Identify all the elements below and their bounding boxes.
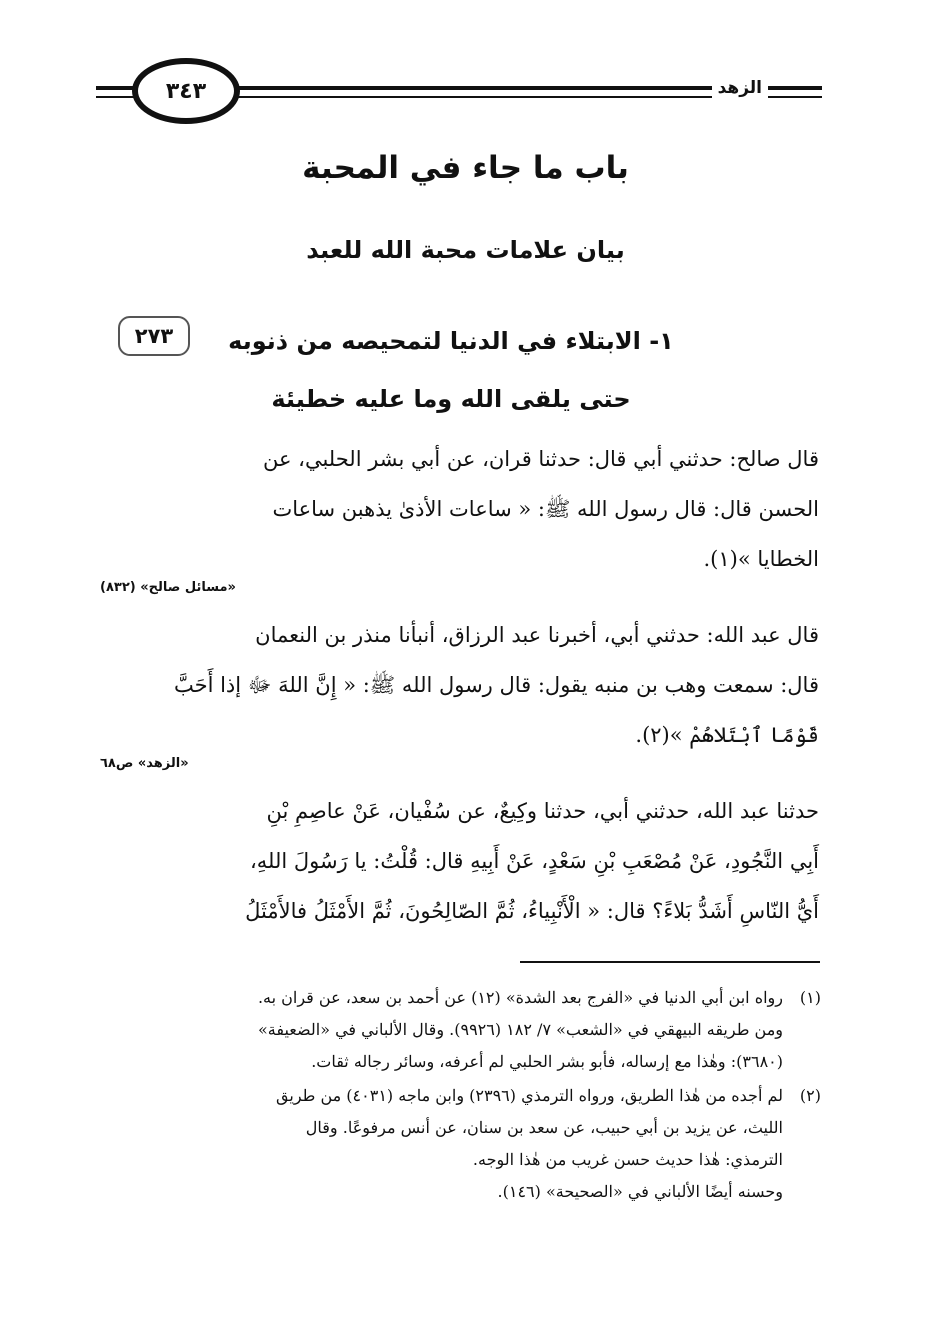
- source-citation: «الزهد» ص٦٨: [100, 756, 189, 771]
- footnotes: [101, 982, 821, 1210]
- hadith-heading: [221, 312, 681, 428]
- footnote-line: رواه ابن أبي الدنيا في «الفرج بعد الشدة» (١٢) عن أحمد بن سعد، عن قران به.: [257, 988, 783, 1007]
- hadith-heading-line: ١- الابتلاء في الدنيا لتمحيصه من ذنوبه: [228, 327, 674, 355]
- footnote-separator: [520, 961, 820, 963]
- paragraph-line: قال: سمعت وهب بن منبه يقول: قال رسول الله ﷺ: « إِنَّ اللهَ ﷻ إذا أَحَبَّ: [173, 673, 819, 697]
- footnote-number: (٢): [799, 1086, 821, 1105]
- hadith-number: ٢٧٣: [134, 324, 174, 348]
- paragraph-line: الخطايا »(١).: [703, 547, 819, 571]
- paragraph: [101, 786, 819, 936]
- paragraph-line: الحسن قال: قال رسول الله ﷺ: « ساعات الأذىٰ يذهبن ساعات: [272, 497, 819, 521]
- footnote-line: (٣٦٨٠): وهٰذا مع إرساله، فأبو بشر الحلبي لم أعرفه، وسائر رجاله ثقات.: [311, 1052, 783, 1071]
- paragraph-line: أَيُّ النّاسِ أَشَدُّ بَلاءً؟ قال: « الْأَنْبِياءُ، ثُمَّ الصّالِحُونَ، ثُمَّ الأَمْثَلُ فالأَمْثَلُ: [245, 899, 819, 923]
- page-number-text: ٣٤٣: [165, 78, 207, 104]
- footnote-text: [101, 1080, 783, 1208]
- footnote-number: (١): [799, 988, 821, 1007]
- paragraph-line: قال صالح: حدثني أبي قال: حدثنا قران، عن أبي بشر الحلبي، عن: [262, 447, 819, 471]
- page-header: [96, 58, 822, 130]
- footnote-line: لم أجده من هٰذا الطريق، ورواه الترمذي (٢٣٩٦) وابن ماجه (٤٠٣١) من طريق: [276, 1086, 783, 1105]
- paragraph-line: حدثنا عبد الله، حدثني أبي، حدثنا وكِيعٌ، عن سُفْيان، عَنْ عاصِمِ بْنِ: [266, 799, 819, 823]
- running-head: الزهد: [712, 78, 768, 98]
- section-subtitle: بيان علامات محبة الله للعبد: [306, 236, 625, 264]
- footnote-line: ومن طريقه البيهقي في «الشعب» ٧/ ١٨٢ (٩٩٢٦). وقال الألباني في «الضعيفة»: [258, 1020, 783, 1039]
- paragraph-line: قَوْمًا ٱبْتَلاهُمْ »(٢).: [635, 723, 819, 747]
- paragraph-line: أَبِي النَّجُودِ، عَنْ مُصْعَبِ بْنِ سَعْدٍ، عَنْ أَبِيهِ قال: قُلْتُ: يا رَسُولَ اللهِ،: [249, 849, 819, 873]
- paragraph-line: قال عبد الله: حدثني أبي، أخبرنا عبد الرزاق، أنبأنا منذر بن النعمان: [255, 623, 819, 647]
- source-citation: «مسائل صالح» (٨٣٢): [100, 580, 236, 595]
- footnote-text: [101, 982, 783, 1078]
- paragraph: [101, 434, 819, 584]
- footnote-line: وحسنه أيضًا الألباني في «الصحيحة» (١٤٦).: [497, 1182, 783, 1201]
- chapter-title: باب ما جاء في المحبة: [302, 150, 629, 186]
- footnote-line: الليث، عن يزيد بن أبي حبيب، عن سعد بن سنان، عن أنس مرفوعًا. وقال: [305, 1118, 783, 1137]
- paragraph: [101, 610, 819, 760]
- footnote-line: الترمذي: هٰذا حديث حسن غريب من هٰذا الوجه.: [472, 1150, 783, 1169]
- page-number: [132, 58, 240, 124]
- header-rule-left-bottom: [96, 96, 136, 98]
- footnote: [101, 982, 821, 1078]
- header-rule-left-top: [96, 86, 136, 90]
- footnote: [101, 1080, 821, 1208]
- hadith-heading-line: حتى يلقى الله وما عليه خطيئة: [271, 385, 631, 413]
- hadith-number-badge: [118, 316, 190, 356]
